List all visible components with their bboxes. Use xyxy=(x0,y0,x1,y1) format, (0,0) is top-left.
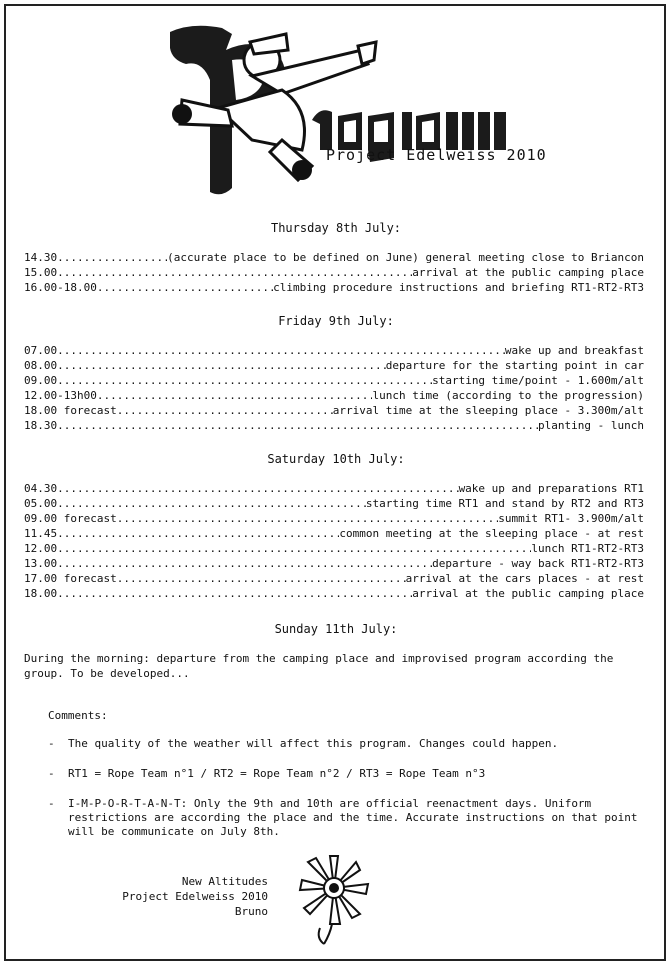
logo-subtitle: Project Edelweiss 2010 xyxy=(326,146,547,164)
schedule-row: 04.30 ..... wake up and preparations RT1 xyxy=(24,481,644,496)
schedule-row: 17.00 forecast ..... arrival at the cars places - at rest xyxy=(24,571,644,586)
signature-line: Project Edelweiss 2010 xyxy=(122,890,268,903)
comment-item: - I-M-P-O-R-T-A-N-T: Only the 9th and 10th are official reenactment days. Uniform restrictions are according the place and the time. Accurate instructions on that point will be communicate on July 8th. xyxy=(48,797,638,838)
comments-title: Comments: xyxy=(48,709,108,722)
schedule-row: 18.30 ..... planting - lunch xyxy=(24,418,644,433)
comment-item: - RT1 = Rope Team n°1 / RT2 = Rope Team n°2 / RT3 = Rope Team n°3 xyxy=(48,767,486,780)
signature-line: Bruno xyxy=(234,905,268,918)
schedule-row: 05.00 ..... starting time RT1 and stand by RT2 and RT3 xyxy=(24,496,644,511)
comment-item: - The quality of the weather will affect this program. Changes could happen. xyxy=(48,737,559,750)
mountaineer-illustration xyxy=(162,20,552,206)
schedule-row: 13.00 ..... departure - way back RT1-RT2-RT3 xyxy=(24,556,644,571)
schedule-row: 09.00 ..... starting time/point - 1.600m/alt xyxy=(24,373,644,388)
schedule-row: 12.00 ..... lunch RT1-RT2-RT3 xyxy=(24,541,644,556)
schedule-row: 08.00 ..... departure for the starting point in car xyxy=(24,358,644,373)
day-title-friday: Friday 9th July: xyxy=(278,314,394,328)
programm-logo xyxy=(162,20,552,206)
schedule-row: 07.00 ..... wake up and breakfast xyxy=(24,343,644,358)
day-title-thursday: Thursday 8th July: xyxy=(270,221,402,235)
day-title-sunday: Sunday 11th July: xyxy=(274,622,398,636)
schedule-row: 14.30 ..... (accurate place to be defined on June) general meeting close to Briancon xyxy=(24,250,644,265)
schedule-row: 11.45 ..... common meeting at the sleeping place - at rest xyxy=(24,526,644,541)
schedule-row: 18.00 forecast ..... arrival time at the sleeping place - 3.300m/alt xyxy=(24,403,644,418)
signature-line: New Altitudes xyxy=(181,875,268,888)
signature-block xyxy=(122,874,268,919)
schedule-row: 15.00 ..... arrival at the public camping place xyxy=(24,265,644,280)
schedule-row: 12.00-13h00 ..... lunch time (according to the progression) xyxy=(24,388,644,403)
schedule-row: 16.00-18.00 ..... climbing procedure instructions and briefing RT1-RT2-RT3 xyxy=(24,280,644,295)
edelweiss-flower-icon xyxy=(294,848,374,948)
schedule-row: 09.00 forecast ..... summit RT1- 3.900m/alt xyxy=(24,511,644,526)
schedule-row: 18.00 ..... arrival at the public camping place xyxy=(24,586,644,601)
sunday-paragraph: During the morning: departure from the camping place and improvised program according the group. To be developed... xyxy=(24,652,614,680)
day-title-saturday: Saturday 10th July: xyxy=(267,452,405,466)
